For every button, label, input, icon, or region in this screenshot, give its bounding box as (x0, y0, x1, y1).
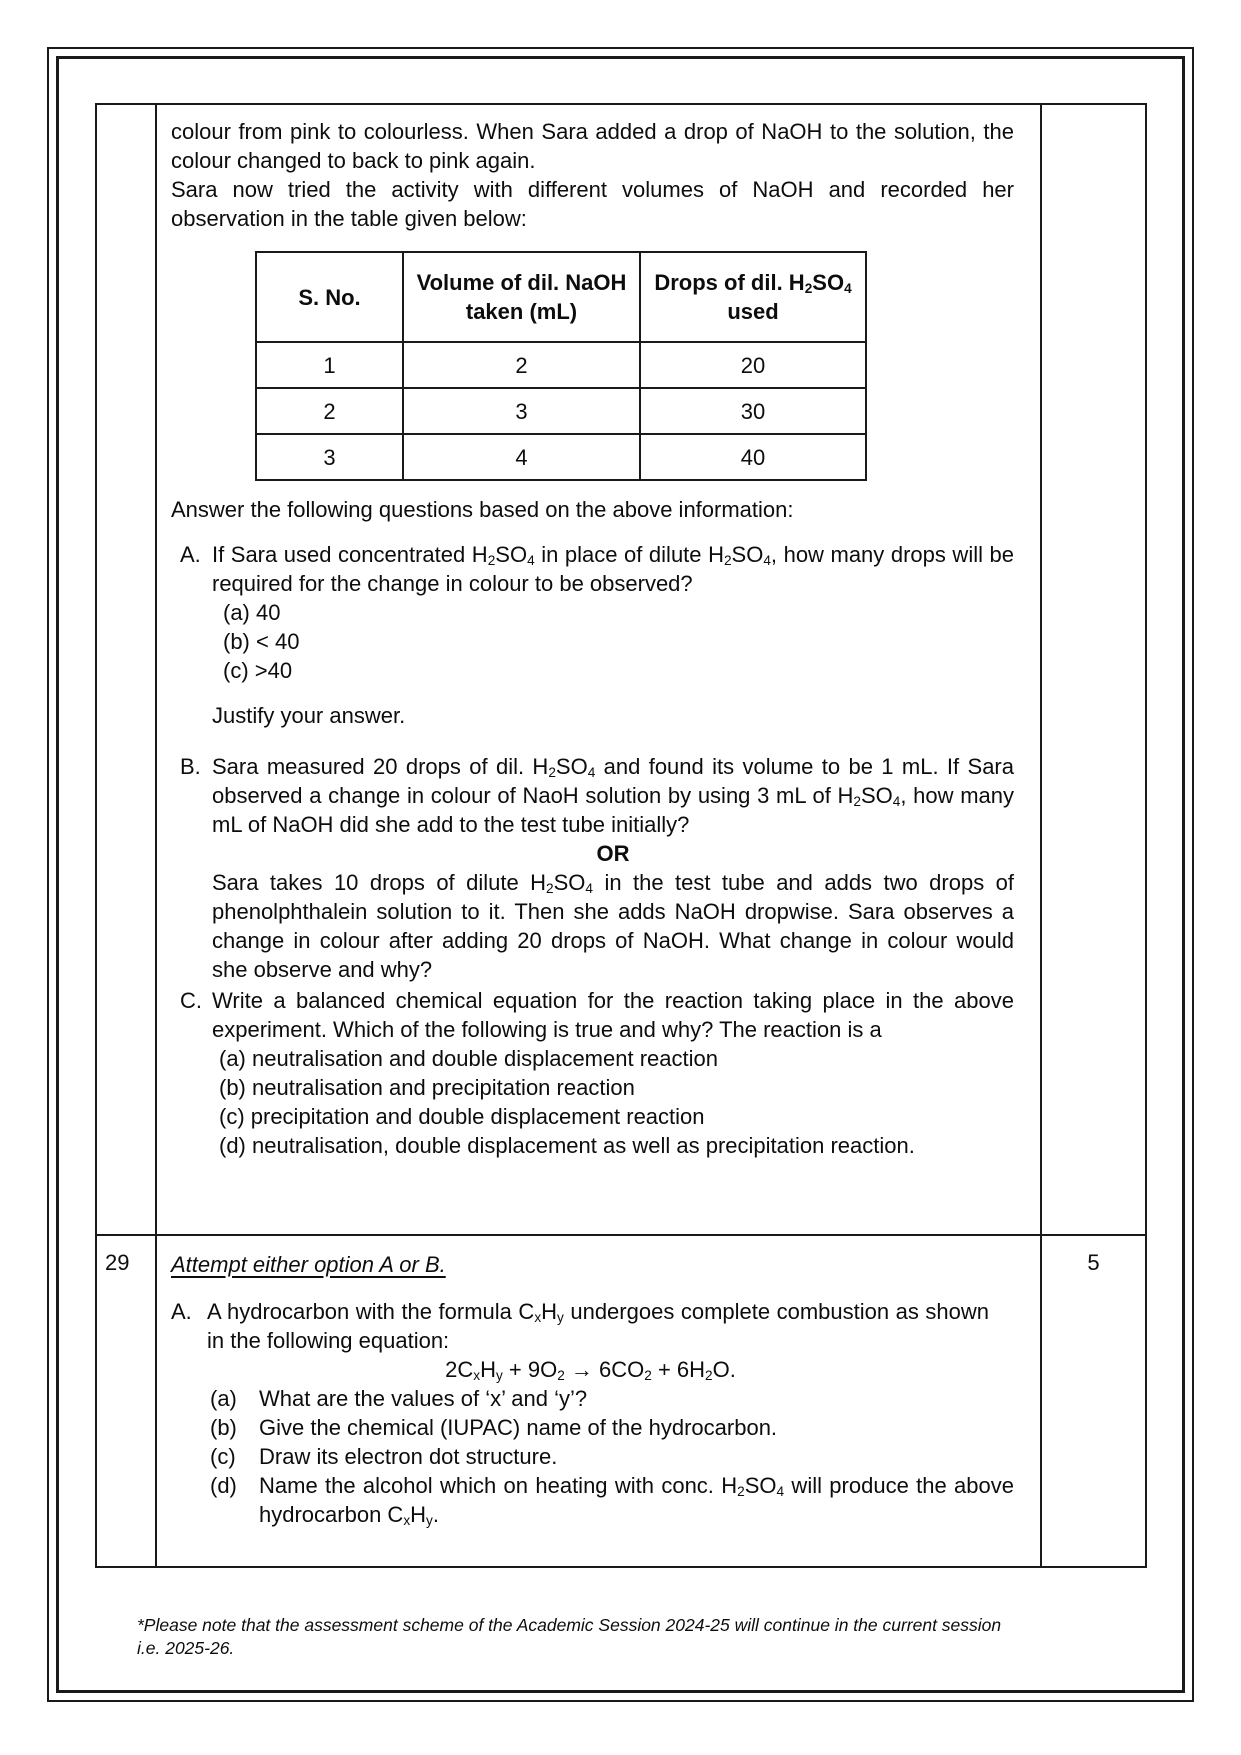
sub-question (207, 1442, 1014, 1471)
footnote-line: *Please note that the assessment scheme of the Academic Session 2024-25 will continue in the current session (137, 1615, 1002, 1635)
column-header-volume: Volume of dil. NaOH taken (mL) (403, 252, 640, 342)
sub-question-text: Name the alcohol which on heating with conc. $H_2SO_4$ will produce the above hydrocarbon $C_xH_y$. (259, 1473, 1015, 1528)
table-cell: 2 (256, 388, 403, 434)
table-row (256, 434, 866, 480)
table-cell: 4 (403, 434, 640, 480)
sub-question-label: (c) (210, 1444, 236, 1469)
sub-question-label: (a) (210, 1386, 237, 1411)
item-label: A. (171, 1299, 192, 1324)
sub-question-label: (d) (210, 1473, 237, 1498)
option-line: (c) precipitation and double displacement reaction (219, 1104, 705, 1129)
table-cell: 2 (403, 342, 640, 388)
option-line: (c) >40 (223, 658, 293, 683)
option-line: (b) neutralisation and precipitation reaction (219, 1075, 635, 1100)
footnote-line: i.e. 2025-26. (137, 1638, 235, 1658)
question-row-29 (97, 1234, 1145, 1566)
item-text: Write a balanced chemical equation for the reaction taking place in the above experiment. Which of the following is true and why? The reaction is a (212, 988, 1014, 1042)
option-line: (a) 40 (223, 600, 281, 625)
table-cell: 30 (640, 388, 866, 434)
assessment-footnote (137, 1614, 1097, 1660)
justify-instruction: Justify your answer. (212, 703, 406, 728)
question-table (95, 103, 1147, 1568)
question-row-28 (97, 105, 1145, 1234)
item-label: A. (180, 542, 201, 567)
marks-value: 5 (1040, 1236, 1145, 1566)
sub-question-label: (b) (210, 1415, 237, 1440)
question-content-cell (157, 105, 1040, 1234)
question-item-c (171, 986, 1014, 1160)
table-cell: 20 (640, 342, 866, 388)
item-text: A hydrocarbon with the formula $C_xH_y$ undergoes complete combustion as shown in the following equation: (207, 1299, 989, 1353)
chemical-equation: $2C_xH_y + 9O_2 \to 6CO_2 + 6H_2O$. (445, 1357, 736, 1383)
table-cell: 3 (256, 434, 403, 480)
observation-table-header-row (256, 252, 866, 342)
table-row (256, 342, 866, 388)
sub-question (207, 1471, 1014, 1529)
item-alt-text: Sara takes 10 drops of dilute $H_2SO_4$ in the test tube and adds two drops of phenolphthalein solution to it. Then she adds NaOH dropwise. Sara observes a change in colour after adding 20 drops of NaOH. What change in colour would she observe and why? (212, 870, 1014, 982)
paragraph: colour from pink to colourless. When Sara added a drop of NaOH to the solution, the colour changed to back to pink again. (171, 119, 1014, 173)
paragraph: Sara now tried the activity with different volumes of NaOH and recorded her observation in the table given below: (171, 177, 1014, 231)
sub-question (207, 1413, 1014, 1442)
question-item-a (171, 540, 1014, 744)
question-item-b (171, 752, 1014, 984)
sub-question-text: Draw its electron dot structure. (259, 1444, 558, 1469)
option-line: (a) neutralisation and double displacement reaction (219, 1046, 718, 1071)
question-content-cell (157, 1236, 1040, 1566)
table-row (256, 388, 866, 434)
question-number-cell (97, 105, 157, 1234)
option-line: (d) neutralisation, double displacement as well as precipitation reaction. (219, 1133, 915, 1158)
observation-table (255, 251, 867, 481)
option-line: (b) < 40 (223, 629, 300, 654)
item-label: C. (180, 988, 202, 1013)
question-item-a29 (171, 1297, 1014, 1529)
item-text: If Sara used concentrated $H_2SO_4$ in place of dilute $H_2SO_4$, how many drops will be required for the change in colour to be observed? (212, 542, 1015, 596)
table-cell: 1 (256, 342, 403, 388)
table-cell: 40 (640, 434, 866, 480)
item-label: B. (180, 754, 201, 779)
attempt-instruction: Attempt either option A or B. (171, 1252, 446, 1277)
column-header-sno: S. No. (256, 252, 403, 342)
table-cell: 3 (403, 388, 640, 434)
or-divider: OR (596, 841, 630, 866)
question-number: 29 (97, 1236, 157, 1566)
sub-question-text: What are the values of ‘x’ and ‘y’? (259, 1386, 588, 1411)
column-header-drops: Drops of dil. $H_2SO_4$ used (640, 252, 866, 342)
item-text: Sara measured 20 drops of dil. $H_2SO_4$ and found its volume to be 1 mL. If Sara observed a change in colour of NaoH solution by using 3 mL of $H_2SO_4$, how many mL of NaOH did she add to the test tube initially? (212, 754, 1014, 837)
sub-question-text: Give the chemical (IUPAC) name of the hydrocarbon. (259, 1415, 778, 1440)
sub-question (207, 1384, 1014, 1413)
marks-cell (1040, 105, 1145, 1234)
answer-intro: Answer the following questions based on the above information: (171, 497, 794, 522)
